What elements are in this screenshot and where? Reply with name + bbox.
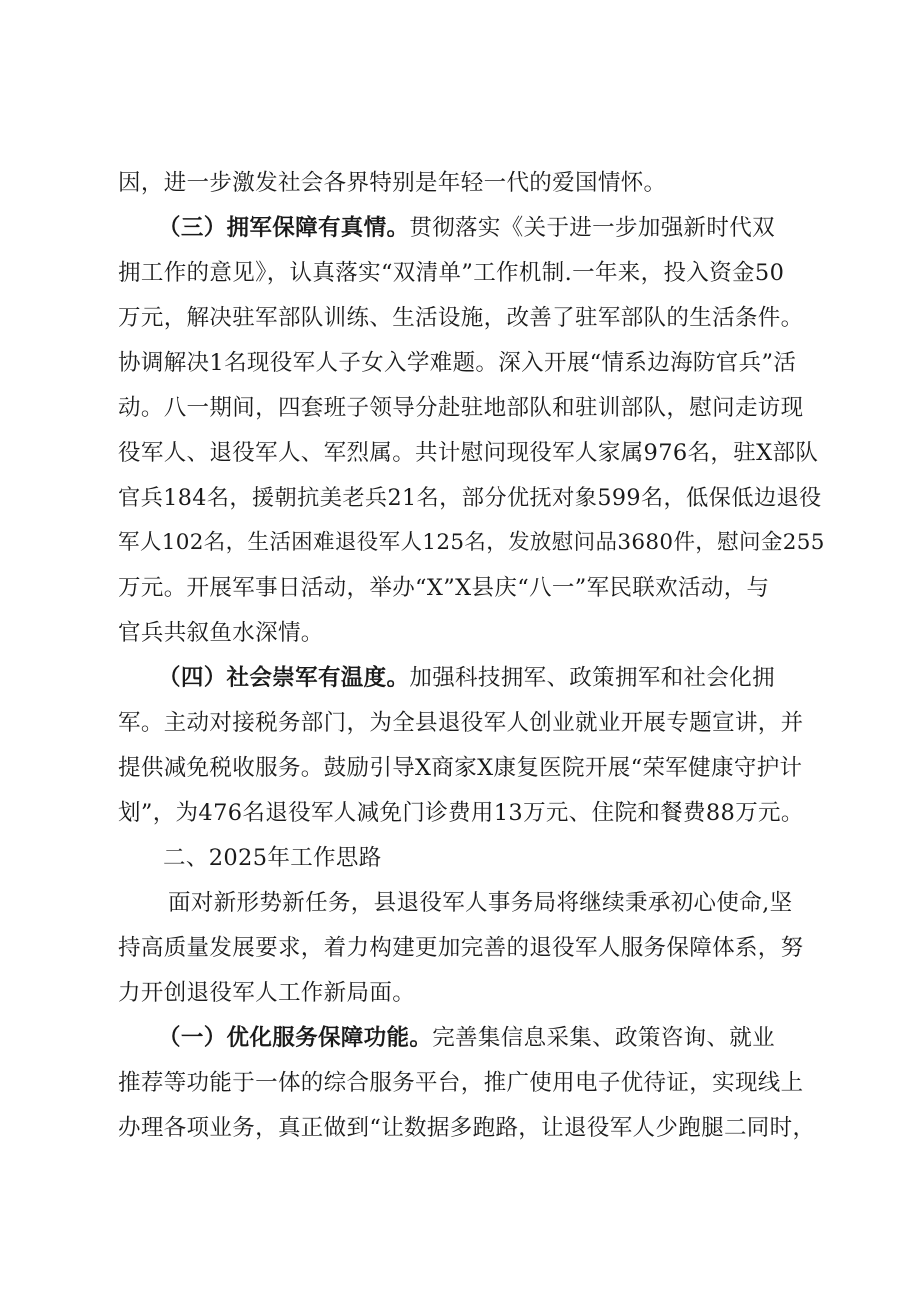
section-heading: （三）拥军保障有真情。 — [158, 215, 410, 241]
paragraph-line: 役军人、退役军人、军烈属。共计慰问现役军人家属976名，驻X部队 — [118, 440, 819, 466]
paragraph-line: 官兵共叙鱼水深情。 — [118, 620, 324, 646]
paragraph-line: 军。主动对接税务部门，为全县退役军人创业就业开展专题宣讲，并 — [118, 710, 804, 736]
paragraph-line: 协调解决1名现役军人子女入学难题。深入开展“情系边海防官兵”活 — [118, 350, 797, 376]
paragraph-line: 推荐等功能于一体的综合服务平台，推广使用电子优待证，实现线上 — [118, 1070, 804, 1096]
paragraph-line: 面对新形势新任务，县退役军人事务局将继续秉承初心使命,坚 — [168, 890, 793, 916]
paragraph-line: 万元。开展军事日活动，举办“X”X县庆“八一”军民联欢活动，与 — [118, 575, 770, 601]
part-title: 二、2025年工作思路 — [163, 845, 382, 871]
paragraph-line — [158, 213, 775, 243]
section-heading: （四）社会崇军有温度。 — [158, 665, 410, 691]
paragraph-line: 动。八一期间，四套班子领导分赴驻地部队和驻训部队，慰问走访现 — [118, 395, 804, 421]
paragraph-line: 因，进一步激发社会各界特别是年轻一代的爱国情怀。 — [118, 170, 667, 196]
paragraph-line — [158, 663, 775, 693]
paragraph-text: 贯彻落实《关于进一步加强新时代双 — [409, 215, 775, 241]
paragraph-line: 持高质量发展要求，着力构建更加完善的退役军人服务保障体系，努 — [118, 935, 804, 961]
paragraph-line: 军人102名，生活困难退役军人125名，发放慰问品3680件，慰问金255 — [118, 530, 825, 555]
paragraph-line: 万元，解决驻军部队训练、生活设施，改善了驻军部队的生活条件。 — [118, 305, 804, 331]
paragraph-text: 加强科技拥军、政策拥军和社会化拥 — [409, 665, 775, 691]
paragraph-line: 办理各项业务，真正做到“让数据多跑路，让退役军人少跑腿二同时， — [118, 1115, 816, 1141]
paragraph-line: 拥工作的意见》，认真落实“双清单”工作机制.一年来，投入资金50 — [118, 260, 785, 286]
section-heading: （一）优化服务保障功能。 — [158, 1025, 433, 1051]
paragraph-line: 划”，为476名退役军人减免门诊费用13万元、住院和餐费88万元。 — [118, 800, 804, 826]
paragraph-line — [158, 1023, 775, 1053]
paragraph-text: 完善集信息采集、政策咨询、就业 — [432, 1025, 775, 1051]
paragraph-line: 提供减免税收服务。鼓励引导X商家X康复医院开展“荣军健康守护计 — [118, 755, 803, 781]
paragraph-line: 力开创退役军人工作新局面。 — [118, 980, 416, 1006]
paragraph-line: 官兵184名，援朝抗美老兵21名，部分优抚对象599名，低保低边退役 — [118, 485, 822, 511]
